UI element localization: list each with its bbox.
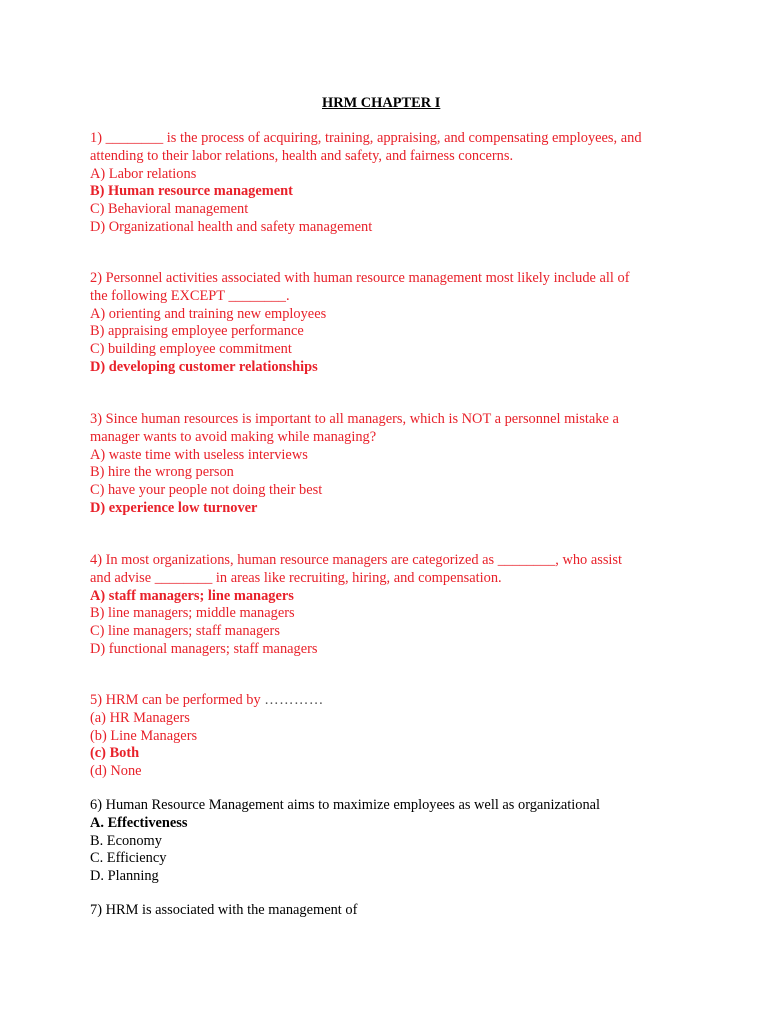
question-4-option-a-correct: A) staff managers; line managers (90, 587, 294, 604)
question-3-option-b: B) hire the wrong person (90, 464, 234, 481)
question-3-text-line-1: 3) Since human resources is important to all managers, which is NOT a personnel mistake a (90, 411, 619, 427)
question-6-option-a-correct: A. Effectiveness (90, 814, 188, 831)
question-5 (90, 692, 690, 781)
question-2-option-c: C) building employee commitment (90, 341, 292, 358)
question-1-option-d: D) Organizational health and safety management (90, 218, 373, 235)
question-6-text-line-1: 6) Human Resource Management aims to maximize employees as well as organizational (90, 797, 601, 813)
question-2-option-b: B) appraising employee performance (90, 323, 304, 340)
question-1 (90, 130, 690, 237)
question-1-option-c: C) Behavioral management (90, 201, 249, 218)
question-6 (90, 797, 690, 886)
question-1-option-a: A) Labor relations (90, 165, 197, 182)
question-4-option-b: B) line managers; middle managers (90, 605, 295, 622)
question-5-option-c-correct: (c) Both (90, 745, 140, 762)
question-2-text-line-2: the following EXCEPT ________. (90, 287, 290, 304)
question-5-option-b: (b) Line Managers (90, 727, 198, 744)
question-4-option-d: D) functional managers; staff managers (90, 640, 318, 657)
question-1-option-b-correct: B) Human resource management (90, 183, 293, 200)
question-6-option-c: C. Efficiency (90, 850, 167, 867)
question-4-option-c: C) line managers; staff managers (90, 623, 280, 640)
question-7 (90, 902, 690, 920)
question-4 (90, 552, 690, 659)
question-4-text-line-2: and advise ________ in areas like recruiting, hiring, and compensation. (90, 569, 502, 586)
question-2-option-d-correct: D) developing customer relationships (90, 358, 318, 375)
question-5-dots: ………… (264, 692, 324, 708)
question-1-text-line-1: 1) ________ is the process of acquiring, training, appraising, and compensating employees, and (90, 130, 642, 146)
question-6-option-b: B. Economy (90, 832, 162, 849)
question-3-option-d-correct: D) experience low turnover (90, 499, 258, 516)
question-2-text-line-1: 2) Personnel activities associated with human resource management most likely include all of (90, 270, 630, 286)
question-6-option-d: D. Planning (90, 868, 159, 885)
page-title: HRM CHAPTER I (322, 95, 441, 111)
question-5-option-a: (a) HR Managers (90, 709, 190, 726)
question-3-option-a: A) waste time with useless interviews (90, 446, 308, 463)
question-2-option-a: A) orienting and training new employees (90, 305, 327, 322)
question-3 (90, 411, 690, 518)
question-4-text-line-1: 4) In most organizations, human resource managers are categorized as ________, who assist (90, 552, 623, 568)
question-5-option-d: (d) None (90, 763, 142, 780)
question-3-option-c: C) have your people not doing their best (90, 482, 323, 499)
question-3-text-line-2: manager wants to avoid making while managing? (90, 428, 377, 445)
question-5-text: 5) HRM can be performed by (90, 692, 265, 708)
question-1-text-line-2: attending to their labor relations, health and safety, and fairness concerns. (90, 147, 514, 164)
question-5-text-line-1 (90, 692, 690, 710)
question-2 (90, 270, 690, 377)
question-7-text-line-1: 7) HRM is associated with the management of (90, 902, 358, 918)
